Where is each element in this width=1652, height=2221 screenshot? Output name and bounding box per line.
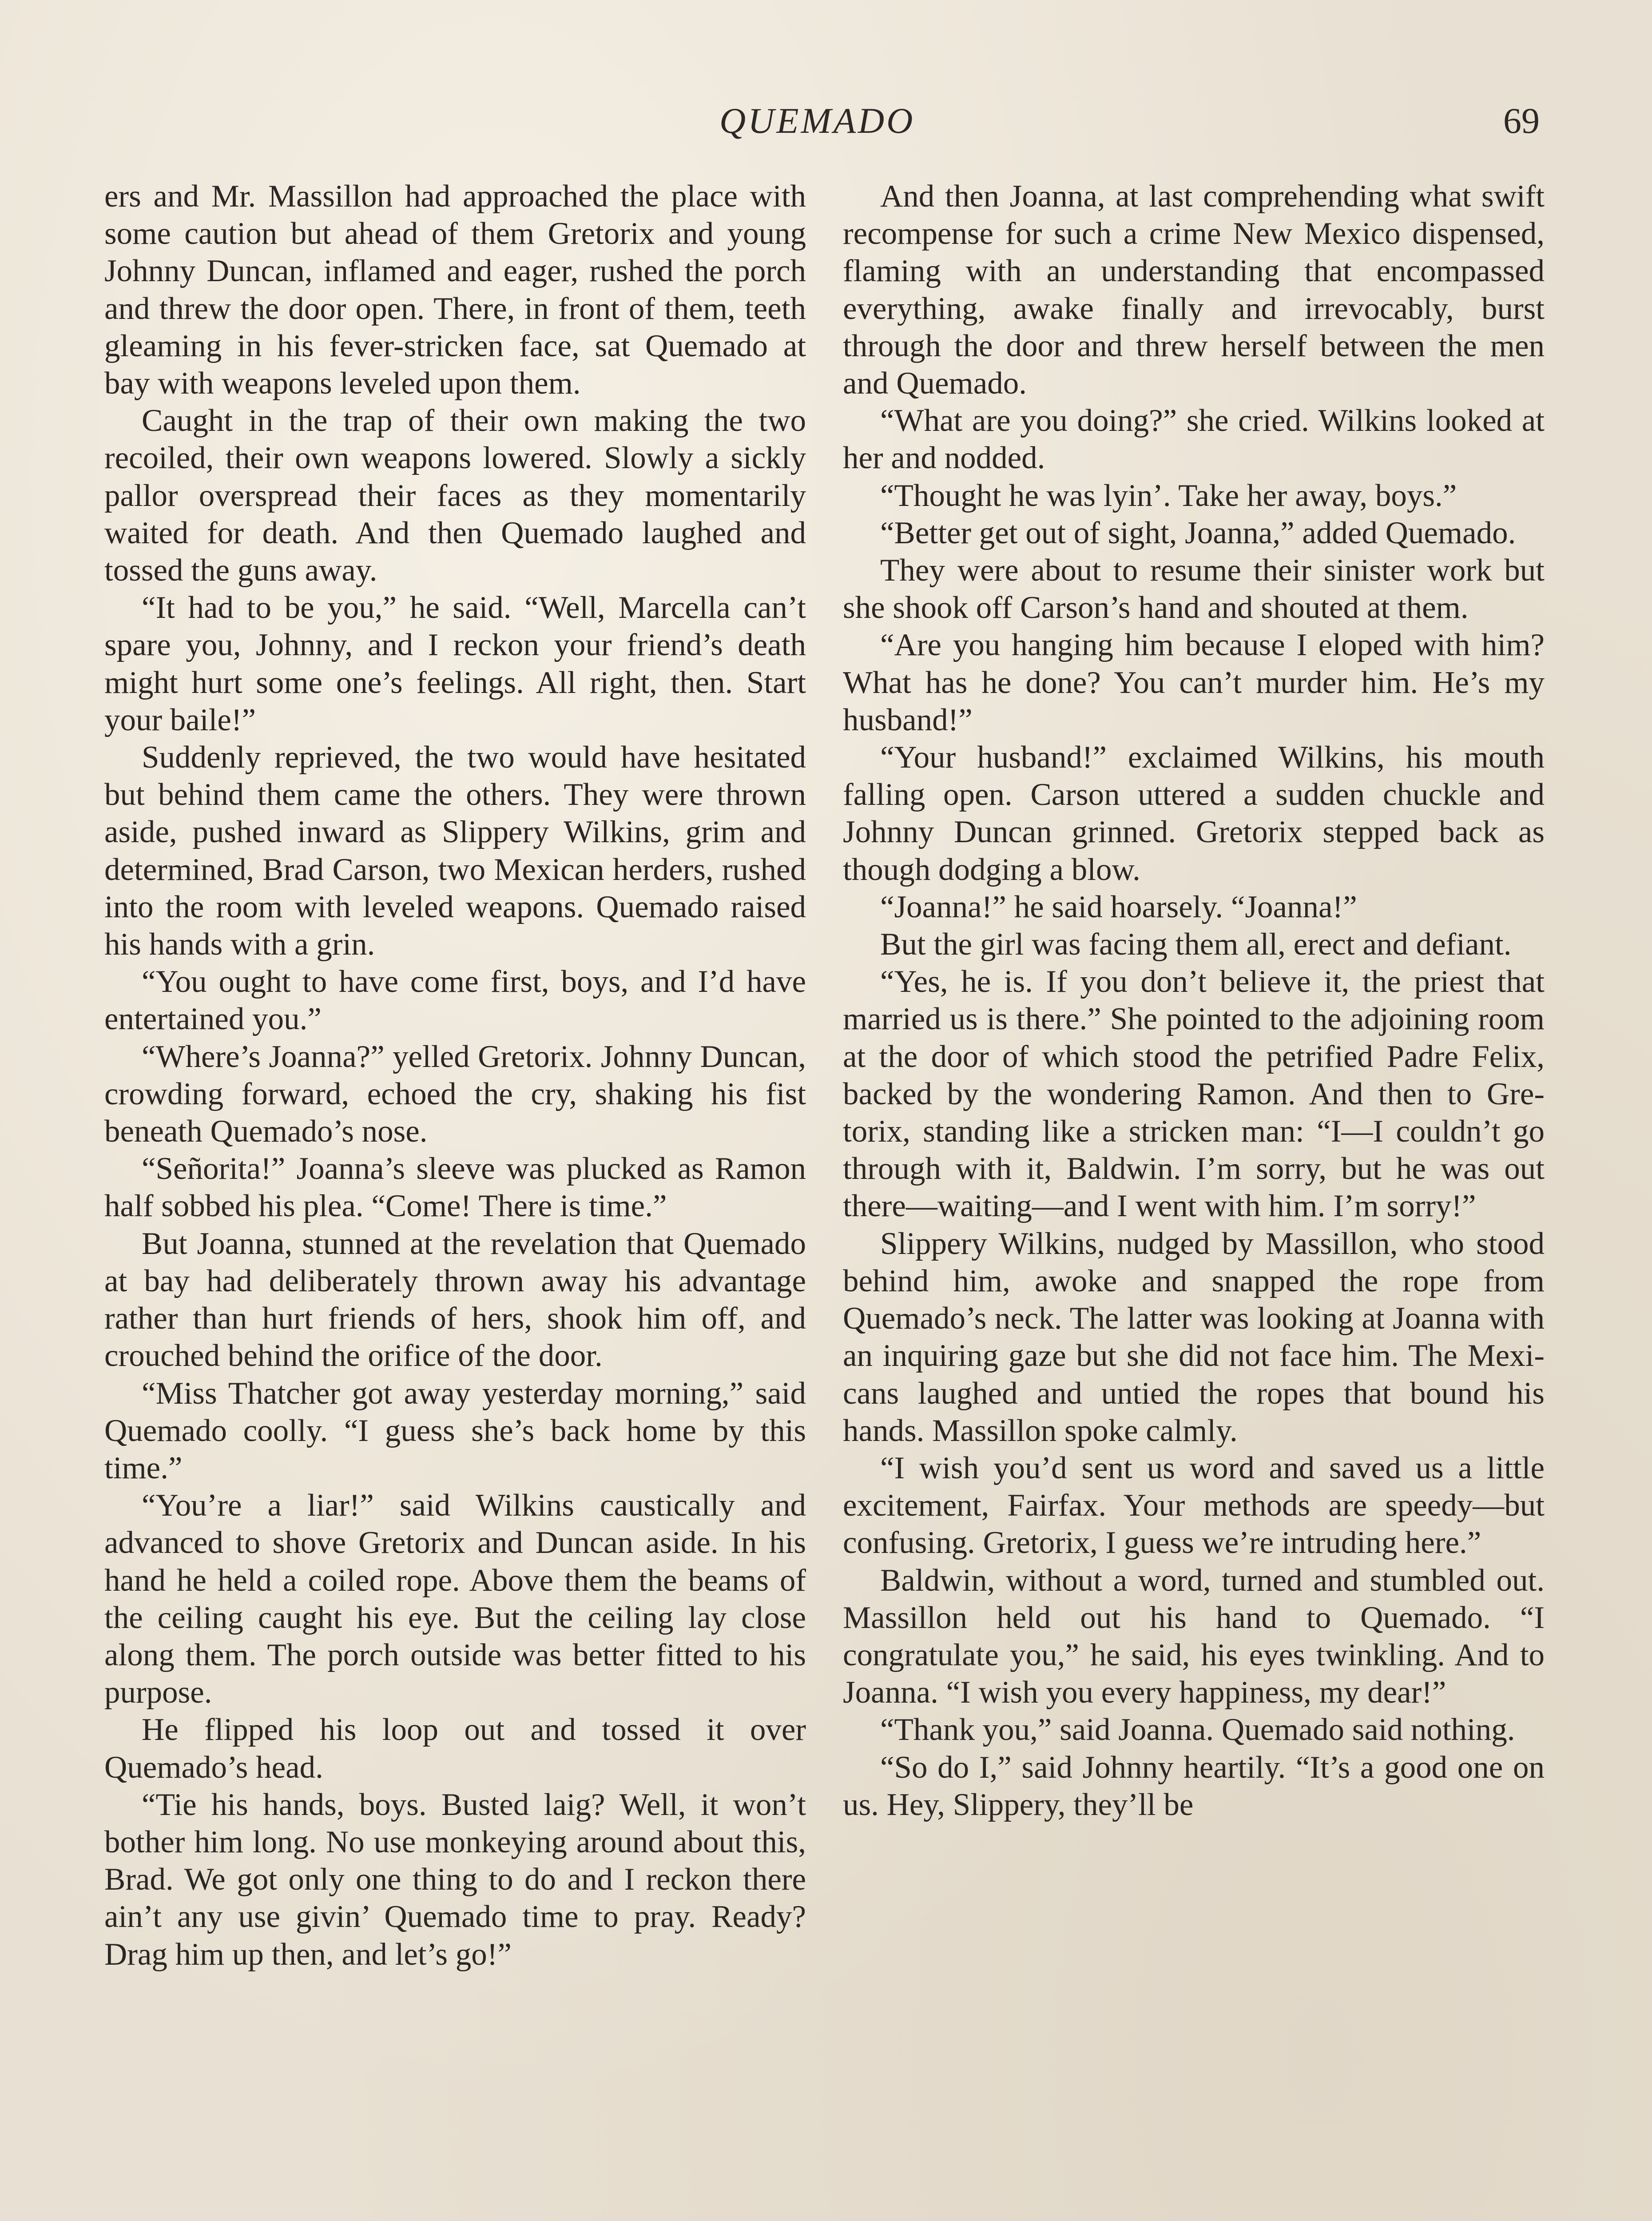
paragraph: “Where’s Joanna?” yelled Gretorix. Johnny Duncan, crowding forward, echoed the cry, shaking his fist beneath Quemado’s nose. [104,1039,806,1149]
paragraph: And then Joanna, at last comprehending what swift recompense for such a crime New Mexico dispensed, flaming with an understanding that encompassed everything, awake finally and irrevocably, burst through the door and threw herself between the men and Quemado. [843,179,1545,401]
paragraph: “Are you hanging him because I eloped with him? What has he done? You can’t murder him. He’s my husband!” [843,628,1545,737]
paragraph: Baldwin, without a word, turned and stumbled out. Massillon held out his hand to Quemado. “I congratulate you,” he said, his eyes twinkling. And to Joanna. “I wish you every happiness, my dear!” [843,1563,1545,1710]
paragraph: “Yes, he is. If you don’t believe it, the priest that married us is there.” She pointed to the adjoining room at the door of which stood the petrified Padre Felix, backed by the wondering Ramon. And then to Gretorix, standing like a stricken man: “I—I couldn’t go through with it, Baldwin. I’m sorry, but he was out there—waiting—and I went with him. I’m sorry!” [843,964,1545,1224]
paragraph: “So do I,” said Johnny heartily. “It’s a good one on us. Hey, Slippery, they’ll be [843,1750,1545,1822]
text-column-right [843,178,1545,1823]
paragraph: He flipped his loop out and tossed it over Quemado’s head. [104,1712,806,1785]
running-head [0,100,1652,153]
paragraph: They were about to resume their sinister work but she shook off Carson’s hand and shouted at them. [843,553,1545,625]
paragraph: ers and Mr. Massillon had approached the place with some caution but ahead of them Gretorix and young Johnny Duncan, inflamed and eager, rushed the porch and threw the door open. There, in front of them, teeth gleaming in his fever-stricken face, sat Quemado at bay with weapons leveled upon them. [104,179,806,401]
paragraph: But Joanna, stunned at the revelation that Quemado at bay had deliberately thrown away his advantage rather than hurt friends of hers, shook him off, and crouched behind the orifice of the door. [104,1226,806,1373]
paragraph: “Better get out of sight, Joanna,” added Quemado. [880,515,1516,550]
paragraph: “Thank you,” said Joanna. Quemado said nothing. [880,1712,1515,1747]
paragraph: Slippery Wilkins, nudged by Massillon, who stood behind him, awoke and snapped the rope from Quemado’s neck. The latter was looking at Joanna with an inquiring gaze but she did not face him. The Mexicans laughed and untied the ropes that bound his hands. Massillon spoke calmly. [843,1226,1545,1448]
paragraph: Suddenly reprieved, the two would have hesitated but behind them came the others. They were thrown aside, pushed inward as Slippery Wilkins, grim and determined, Brad Carson, two Mexican herders, rushed into the room with leveled weapons. Quemado raised his hands with a grin. [104,740,806,962]
paragraph: “Tie his hands, boys. Busted laig? Well, it won’t bother him long. No use monkeying around about this, Brad. We got only one thing to do and I reckon there ain’t any use givin’ Quemado time to pray. Ready? Drag him up then, and let’s go!” [104,1787,806,1972]
paragraph: But the girl was facing them all, erect and defiant. [880,927,1512,962]
running-title: QUEMADO [719,100,915,141]
paragraph: Caught in the trap of their own making the two recoiled, their own weapons lowered. Slowly a sickly pallor overspread their faces as they momentarily waited for death. And then Quemado laughed and tossed the guns away. [104,403,806,588]
paragraph: “I wish you’d sent us word and saved us a little excitement, Fairfax. Your methods are speedy—but confusing. Gretorix, I guess we’re intruding here.” [843,1450,1545,1560]
text-column-left [104,178,806,1973]
paragraph: “You’re a liar!” said Wilkins caustically and advanced to shove Gretorix and Duncan aside. In his hand he held a coiled rope. Above them the beams of the ceiling caught his eye. But the ceiling lay close along them. The porch outside was better fitted to his purpose. [104,1488,806,1710]
paragraph: “Señorita!” Joanna’s sleeve was plucked as Ramon half sobbed his plea. “Come! There is time.” [104,1151,806,1224]
paragraph: “Thought he was lyin’. Take her away, boys.” [880,478,1457,513]
paragraph: “Miss Thatcher got away yesterday morning,” said Quemado coolly. “I guess she’s back home by this time.” [104,1376,806,1485]
page-number: 69 [1503,100,1540,141]
paragraph: “Your husband!” exclaimed Wilkins, his mouth falling open. Carson uttered a sudden chuckle and Johnny Duncan grinned. Gretorix stepped back as though dodging a blow. [843,740,1545,887]
paragraph: “You ought to have come first, boys, and I’d have entertained you.” [104,964,806,1037]
paragraph: “Joanna!” he said hoarsely. “Joanna!” [880,889,1357,924]
paragraph: “It had to be you,” he said. “Well, Marcella can’t spare you, Johnny, and I reckon your friend’s death might hurt some one’s feelings. All right, then. Start your baile!” [104,590,806,737]
paragraph: “What are you doing?” she cried. Wilkins looked at her and nodded. [843,403,1545,476]
